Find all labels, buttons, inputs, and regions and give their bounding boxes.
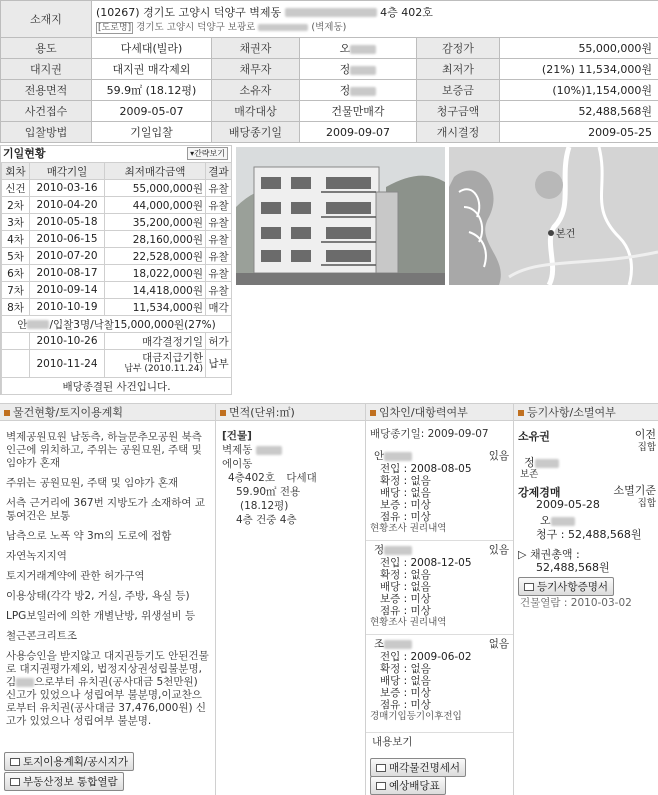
bid-row [2,265,232,282]
summary-label: 배당종기일 [212,122,300,143]
area-section [215,403,365,795]
bid-result: 유찰 [206,214,232,231]
bid-min-price: 28,160,000원 [105,231,206,248]
bid-date: 2010-09-14 [30,282,105,299]
bid-min-price: 35,200,000원 [105,214,206,231]
auction-status: 소멸기준 집합 [613,484,656,509]
payment-label: 대금지급기한 납부 (2010.11.24) [105,350,206,378]
dividend-table-button[interactable]: 예상배당표 [370,776,446,795]
summary-label: 채무자 [212,59,300,80]
case-summary-table [0,0,658,143]
building-photo[interactable] [236,147,445,285]
status-p3: 서측 근거리에 367번 지방도가 소재하여 교통여건은 보통 [6,497,206,522]
bid-date: 2010-06-15 [30,231,105,248]
bid-row [2,214,232,231]
bid-result: 유찰 [206,282,232,299]
bid-date: 2010-04-20 [30,197,105,214]
bid-history-title: 기일현황 [3,147,46,160]
summary-label: 청구금액 [417,101,500,122]
address-label: 소재지 [1,1,92,38]
summary-row [1,38,658,59]
creditor-name: 오 [540,512,575,528]
bid-round: 4차 [2,231,30,248]
ownership-sub: 보존 [520,469,539,480]
summary-label: 채권자 [212,38,300,59]
ownership-status: 이전 집합 [634,428,656,453]
road-address: [도로명] 경기도 고양시 덕양구 보광로 (벽제동) [98,21,347,33]
property-status-section [0,403,215,795]
summary-value: 2009-05-25 [500,122,658,143]
bid-min-price: 11,534,000원 [105,299,206,316]
document-icon [10,778,20,786]
bid-round: 2차 [2,197,30,214]
tenant-detail: 점유 : 미상 [380,699,431,711]
tenant-section [365,403,513,795]
total-claims-amount: 52,488,568원 [536,561,610,574]
tenant-detail: 보증 : 미상 [380,593,431,605]
area-title: 면적(단위:㎡) [229,406,295,419]
summary-value: 정 [300,80,417,101]
tenant-note: 현황조사 권리내역 [370,617,447,628]
summary-label: 소유자 [212,80,300,101]
document-icon [524,583,534,591]
summary-label: 보증금 [417,80,500,101]
summary-label: 전용면적 [1,80,92,101]
summary-value: (10%)1,154,000원 [500,80,658,101]
area-unit: 4층402호 다세대 [228,472,317,484]
tenant-detail: 확정 : 없음 [380,569,431,581]
area-dong: 벽제동 [216,443,365,457]
tenant-detail: 점유 : 미상 [380,511,431,523]
summary-label: 사건접수 [1,101,92,122]
collapse-button[interactable]: ▾간략보기 [187,147,228,160]
tenant-detail: 보증 : 미상 [380,687,431,699]
bid-result: 유찰 [206,248,232,265]
tenant-detail: 전입 : 2009-06-02 [380,651,472,663]
land-use-plan-button[interactable]: 토지이용계획/공시지가 [4,752,134,771]
summary-value: 2009-05-07 [92,101,212,122]
summary-row [1,122,658,143]
tenant-note: 현황조사 권리내역 [370,523,447,534]
bid-result: 유찰 [206,265,232,282]
bid-min-price: 14,418,000원 [105,282,206,299]
bid-date: 2010-05-18 [30,214,105,231]
tenant-detail: 배당 : 없음 [380,581,431,593]
summary-label: 최저가 [417,59,500,80]
auction-label: 강제경매 [518,486,561,499]
summary-value: 다세대(빌라) [92,38,212,59]
bid-result: 유찰 [206,197,232,214]
registry-view-date: 건물열람 : 2010-03-02 [520,597,632,609]
tenant-due-date: 배당종기일: 2009-09-07 [370,428,489,440]
status-p4: 남측으로 노폭 약 3m의 도로에 접함 [6,530,172,542]
summary-value: 건물만매각 [300,101,417,122]
ownership-label: 소유권 [518,430,550,443]
bid-date: 2010-08-17 [30,265,105,282]
summary-value: (21%) 11,534,000원 [500,59,658,80]
summary-value: 55,000,000원 [500,38,658,59]
status-p1: 벽제공원묘원 남동측, 하늘문추모공원 북측인근에 위치하고, 주위는 공원묘원, 주택 및 임야가 혼재 [6,431,202,469]
bid-row [2,231,232,248]
status-title: 물건현황/토지이용계획 [13,406,123,419]
summary-value: 2009-09-07 [300,122,417,143]
address-line1: (10267) 경기도 고양시 덕양구 벽제동 4층 402호 [96,5,433,19]
bid-history-panel [0,145,232,395]
bid-row [2,180,232,197]
bid-round: 8차 [2,299,30,316]
bid-date: 2010-03-16 [30,180,105,197]
area-building: 에이동 [222,458,253,470]
status-p10: 사용승인을 받지않고 대지권등기도 안된건물로 대지권평가제외, 법정지상권성립불분명, 김 으로부터 유치권(공사대금 5천만원) 신고가 있었으나 성립여부 불분명,이교찬으로부터 유치권(공사대금 37,476,000원) 신고가 있었으나 성립여부 불분명. [6,650,209,727]
real-estate-info-button[interactable]: 부동산정보 통합열람 [4,772,124,791]
summary-label: 용도 [1,38,92,59]
total-claims: ▷ 채권총액 : [518,548,580,561]
bid-row [2,248,232,265]
decision-label: 매각결정기일 [105,333,206,350]
tenant-name: 조 없음 [374,638,509,650]
summary-value: 대지권 매각제외 [92,59,212,80]
tenant-item [366,543,513,635]
tenant-detail: 배당 : 없음 [380,487,431,499]
status-p7: 이용상태(각각 방2, 거실, 주방, 욕실 등) [6,590,190,602]
building-label: [건물] [222,430,252,442]
tenant-item [366,637,513,733]
bid-row [2,299,232,316]
tenant-detail: 보증 : 미상 [380,499,431,511]
bid-min-price: 18,022,000원 [105,265,206,282]
map-label: 본건 [556,229,576,240]
bid-round: 6차 [2,265,30,282]
tenant-detail: 배당 : 없음 [380,675,431,687]
bid-result: 유찰 [206,180,232,197]
bid-round: 5차 [2,248,30,265]
summary-row [1,59,658,80]
owner-name: 정 [524,454,559,470]
status-p2: 주위는 공원묘원, 주택 및 임야가 혼재 [6,477,179,489]
document-icon [376,782,386,790]
area-size: 59.90㎡ 전용 [236,486,301,498]
registry-title: 등기사항/소멸여부 [527,406,616,419]
payment-result: 납부 [206,350,232,378]
summary-value: 59.9㎡ (18.12평) [92,80,212,101]
document-icon [10,758,20,766]
bid-row [2,282,232,299]
summary-row [1,101,658,122]
summary-value: 52,488,568원 [500,101,658,122]
sale-result: 안 /입찰3명/낙찰15,000,000원(27%) [2,316,232,333]
decision-result: 허가 [206,333,232,350]
payment-date: 2010-11-24 [30,350,105,378]
summary-label: 감정가 [417,38,500,59]
summary-label: 대지권 [1,59,92,80]
tenant-item [366,449,513,541]
decision-date: 2010-10-26 [30,333,105,350]
bid-result: 유찰 [206,231,232,248]
bid-date: 2010-10-19 [30,299,105,316]
location-map[interactable] [449,147,658,285]
tenant-note: 경매기입등기이후전입 [370,711,462,722]
bid-round: 3차 [2,214,30,231]
status-p6: 토지거래계약에 관한 허가구역 [6,570,145,582]
sale-spec-button[interactable]: 매각물건명세서 [370,758,466,777]
summary-row [1,80,658,101]
status-p9: 철근콘크리트조 [6,630,78,642]
registry-section [513,403,658,795]
case-closed-notice: 배당종결된 사건입니다. [2,378,232,395]
bid-min-price: 22,528,000원 [105,248,206,265]
bid-table-header: 회차 매각기일 최저매각금액 결과 [2,163,232,180]
area-pyeong: (18.12평) [240,500,289,512]
status-p5: 자연녹지지역 [6,550,67,562]
bid-result: 매각 [206,299,232,316]
tenant-name: 안 있음 [374,450,509,462]
auction-date: 2009-05-28 [536,498,600,511]
bid-date: 2010-07-20 [30,248,105,265]
tenant-detail: 전입 : 2008-12-05 [380,557,472,569]
claim-amount: 청구 : 52,488,568원 [536,528,642,541]
tenant-detail: 확정 : 없음 [380,663,431,675]
summary-value: 오 [300,38,417,59]
bid-round: 신건 [2,180,30,197]
summary-value: 기일입찰 [92,122,212,143]
tenant-detail: 점유 : 미상 [380,605,431,617]
summary-label: 개시결정 [417,122,500,143]
tenant-detail: 전입 : 2008-08-05 [380,463,472,475]
tenant-name: 정 있음 [374,544,509,556]
summary-label: 매각대상 [212,101,300,122]
bid-round: 7차 [2,282,30,299]
summary-label: 입찰방법 [1,122,92,143]
status-p8: LPG보일러에 의한 개별난방, 위생설비 등 [6,610,196,622]
bid-min-price: 44,000,000원 [105,197,206,214]
tenant-detail: 확정 : 없음 [380,475,431,487]
bid-min-price: 55,000,000원 [105,180,206,197]
summary-value: 정 [300,59,417,80]
view-details-link[interactable]: 내용보기 [372,736,413,748]
registry-certificate-button[interactable]: 등기사항증명서 [518,577,614,596]
area-floor: 4층 건중 4층 [236,514,297,526]
bid-row [2,197,232,214]
document-icon [376,764,386,772]
tenant-title: 임차인/대항력여부 [379,406,468,419]
